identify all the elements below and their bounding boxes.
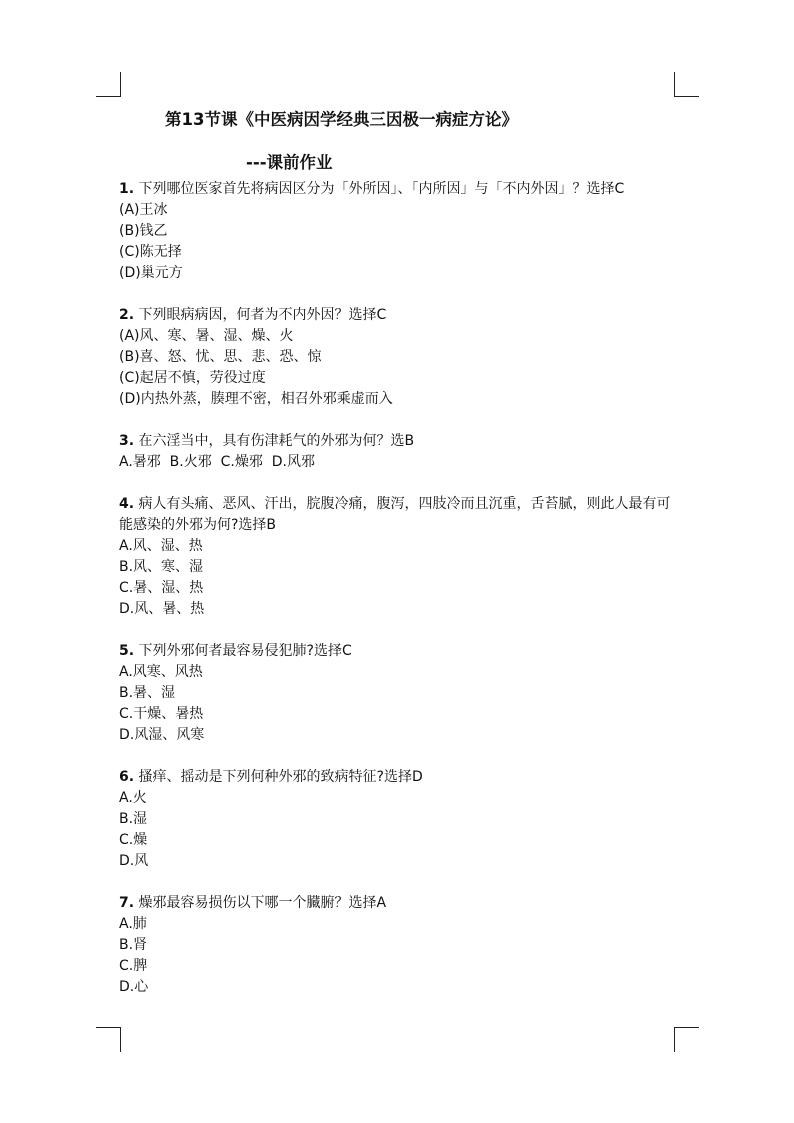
option-c: C.燥 [119, 832, 148, 848]
option-b: B.肾 [119, 937, 148, 953]
question-text: 在六淫当中，具有伤津耗气的外邪为何？选B [134, 433, 415, 449]
option-a: A.火 [119, 790, 147, 806]
options-inline: A.暑邪 B.火邪 C.燥邪 D.风邪 [119, 454, 315, 470]
question-text: 下列哪位医家首先将病因区分为「外所因」、「内所因」与「不内外因」？选择C [134, 181, 625, 197]
question-text: 下列眼病病因，何者为不内外因？选择C [134, 307, 387, 323]
option-a: A.风寒、风热 [119, 664, 203, 680]
question-number: 7. [119, 895, 135, 911]
crop-mark-top-left [96, 72, 121, 97]
crop-mark-bottom-right [674, 1027, 699, 1052]
option-a: (A)风、寒、暑、湿、燥、火 [119, 328, 294, 344]
question-stem [119, 494, 679, 536]
option-d: D.风湿、风寒 [119, 727, 205, 743]
question-number: 4. [119, 496, 135, 512]
question-number: 2. [119, 307, 135, 323]
question-stem [119, 179, 679, 200]
crop-mark-bottom-left [96, 1027, 121, 1052]
option-b: B.湿 [119, 811, 148, 827]
option-b: B.风、寒、湿 [119, 559, 204, 575]
option-c: C.脾 [119, 958, 148, 974]
question-stem [119, 893, 679, 914]
question-text: 病人有头痛、恶风、汗出，脘腹冷痛，腹泻，四肢冷而且沉重，舌苔腻，则此人最有可能感染的外邪为何?选择B [119, 496, 671, 533]
question-text: 燥邪最容易损伤以下哪一个臓腑？选择A [134, 895, 387, 911]
question-number: 5. [119, 643, 135, 659]
question-text: 搔痒、摇动是下列何种外邪的致病特征?选择D [134, 769, 423, 785]
question-4 [119, 494, 679, 620]
question-number: 6. [119, 769, 135, 785]
option-c: (C)起居不慎，劳役过度 [119, 370, 266, 386]
option-a: (A)王冰 [119, 202, 168, 218]
question-1 [119, 179, 679, 284]
question-7 [119, 893, 679, 998]
crop-mark-top-right [674, 72, 699, 97]
question-stem [119, 305, 679, 326]
option-b: (B)喜、怒、忧、思、悲、恐、惊 [119, 349, 322, 365]
option-b: B.暑、湿 [119, 685, 176, 701]
option-a: A.肺 [119, 916, 147, 932]
option-c: C.干燥、暑热 [119, 706, 204, 722]
option-c: C.暑、湿、热 [119, 580, 204, 596]
document-subtitle: ---课前作业 [246, 153, 333, 172]
option-d: (D)巢元方 [119, 265, 183, 281]
question-stem [119, 641, 679, 662]
question-3 [119, 431, 679, 473]
option-d: D.风、暑、热 [119, 601, 205, 617]
question-stem [119, 431, 679, 452]
option-b: (B)钱乙 [119, 223, 168, 239]
option-d: D.风 [119, 853, 149, 869]
question-5 [119, 641, 679, 746]
question-text: 下列外邪何者最容易侵犯肺?选择C [134, 643, 352, 659]
option-a: A.风、湿、热 [119, 538, 203, 554]
option-d: (D)内热外蒸，腠理不密，相召外邪乘虚而入 [119, 391, 393, 407]
question-number: 1. [119, 181, 135, 197]
question-list [119, 179, 679, 1019]
question-number: 3. [119, 433, 135, 449]
option-c: (C)陈无择 [119, 244, 182, 260]
question-stem [119, 767, 679, 788]
question-2 [119, 305, 679, 410]
option-d: D.心 [119, 979, 149, 995]
document-title: 第13节课《中医病因学经典三因极一病症方论》 [165, 110, 518, 129]
question-6 [119, 767, 679, 872]
